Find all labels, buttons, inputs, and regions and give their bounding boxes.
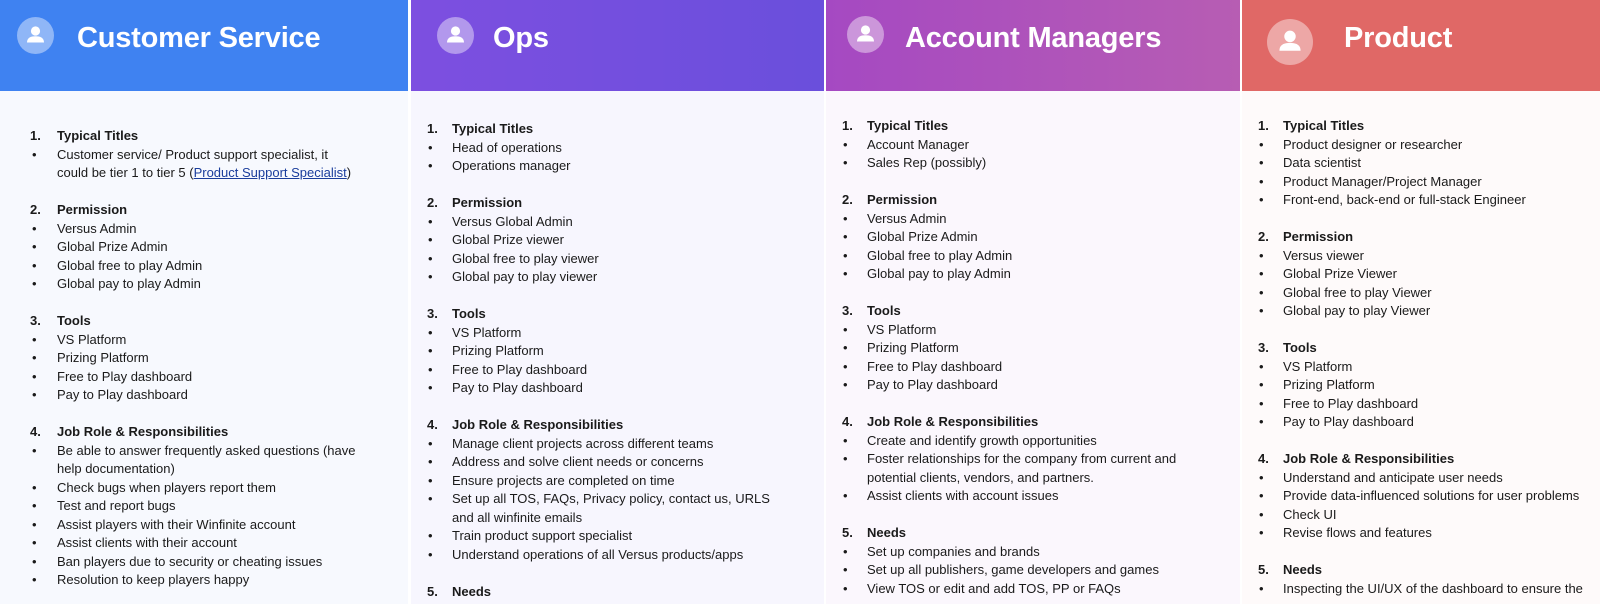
bullet-list [826,432,1240,506]
list-item: • Test and report bugs [0,497,370,516]
bullet-list [0,331,408,405]
list-item: • Global Prize Viewer [1242,265,1600,284]
list-item: • Prizing Platform [0,349,370,368]
section-number: 2. [427,195,438,210]
column-title: Customer Service [77,22,321,54]
list-item: • Understand and anticipate user needs [1242,469,1600,488]
section-number: 2. [842,192,853,207]
section-number: 5. [842,525,853,540]
section [411,583,824,602]
bullet-list [1242,580,1600,599]
bullet-list [826,543,1240,599]
section [1242,561,1600,598]
section-number: 5. [427,583,438,599]
section-heading [1242,339,1600,358]
bullet-list [1242,247,1600,321]
list-item: • Pay to Play dashboard [411,379,799,398]
list-item: • Assist clients with their account [0,534,370,553]
user-icon [847,16,884,53]
list-item: • Address and solve client needs or concerns [411,453,799,472]
section-title: Tools [1283,340,1317,355]
section-heading [1242,117,1600,136]
list-item: • Global pay to play Viewer [1242,302,1600,321]
bullet-list [0,220,408,294]
section-title: Tools [867,303,901,318]
list-item: • Train product support specialist [411,527,799,546]
list-item: • Global Prize viewer [411,231,799,250]
section-number: 3. [30,313,41,328]
column-title: Account Managers [905,22,1162,54]
section-title: Permission [57,202,128,217]
section-number: 4. [1258,451,1269,466]
section-number: 3. [427,306,438,321]
section-number: 2. [1258,229,1269,244]
list-item: • Resolution to keep players happy [0,571,370,590]
section [826,191,1240,284]
section-title: Needs [452,583,492,599]
list-item: • Versus Global Admin [411,213,799,232]
list-item: • Revise flows and features [1242,524,1600,543]
column-content [1242,117,1600,604]
column-header [1242,0,1600,91]
section-number: 4. [842,414,853,429]
section [0,201,408,294]
bullet-list [826,136,1240,173]
list-item: • Free to Play dashboard [0,368,370,387]
list-item: • Set up companies and brands [826,543,1202,562]
section [1242,339,1600,432]
section-number: 1. [1258,118,1269,133]
list-item: • Set up all publishers, game developers and games [826,561,1202,580]
section-number: 2. [30,202,41,217]
column-title: Ops [493,22,549,54]
list-item: • Assist players with their Winfinite account [0,516,370,535]
section-title: Needs [867,525,907,540]
list-item: • Versus viewer [1242,247,1600,266]
section-number: 1. [427,121,438,136]
section-heading [411,305,824,324]
section-number: 3. [1258,340,1269,355]
user-icon [437,17,474,54]
section [0,127,408,183]
section-heading [0,423,408,442]
bullet-list [826,321,1240,395]
list-item: • Be able to answer frequently asked questions (have help documentation) [0,442,370,479]
list-item [0,146,370,183]
section-title: Typical Titles [452,121,534,136]
section [826,524,1240,598]
bullet-list [411,139,824,176]
list-item: • Product designer or researcher [1242,136,1600,155]
list-item: • Prizing Platform [826,339,1202,358]
list-item: • Global pay to play viewer [411,268,799,287]
section-title: Typical Titles [57,128,139,143]
list-item: • Global pay to play Admin [826,265,1202,284]
section-number: 5. [1258,562,1269,577]
list-item: • Inspecting the UI/UX of the dashboard to ensure the [1242,580,1600,599]
section-title: Tools [57,313,91,328]
column-header [826,0,1240,91]
section-number: 3. [842,303,853,318]
column-content [0,127,408,604]
list-item-text: ) [346,165,352,180]
section-heading [411,194,824,213]
list-item: • Ensure projects are completed on time [411,472,799,491]
list-item: • Data scientist [1242,154,1600,173]
section-heading [0,312,408,331]
section-number: 4. [427,417,438,432]
list-item: • Global free to play Admin [0,257,370,276]
section [1242,450,1600,543]
list-item: • Global free to play Viewer [1242,284,1600,303]
column-content [411,120,824,604]
list-item: • Prizing Platform [1242,376,1600,395]
column-content [826,117,1240,604]
section-heading [826,413,1240,432]
column-header [0,0,408,91]
section-heading [1242,561,1600,580]
bullet-list [411,324,824,398]
list-item-text: Customer service/ Product support specialist, it could be tier 1 to tier 5 ( [57,146,328,180]
list-item: • Free to Play dashboard [826,358,1202,377]
section [411,416,824,564]
section-title: Tools [452,306,486,321]
bullet-list [1242,469,1600,543]
section-title: Job Role & Responsibilities [57,424,229,439]
list-item: • Global Prize Admin [826,228,1202,247]
section-title: Permission [452,195,523,210]
list-item: • Product Manager/Project Manager [1242,173,1600,192]
bullet-list [1242,358,1600,432]
list-item: • Global Prize Admin [0,238,370,257]
section-title: Needs [1283,562,1323,577]
section-title: Job Role & Responsibilities [1283,451,1455,466]
section-title: Permission [867,192,938,207]
section [826,117,1240,173]
product-support-specialist-link[interactable]: Product Support Specialist [193,165,347,180]
section-number: 4. [30,424,41,439]
list-item: • Front-end, back-end or full-stack Engineer [1242,191,1600,210]
section [411,194,824,287]
section-heading [0,127,408,146]
section-number: 1. [30,128,41,143]
column-product [1242,0,1600,604]
list-item: • Check UI [1242,506,1600,525]
section-number: 1. [842,118,853,133]
section-heading [826,302,1240,321]
list-item: • Global pay to play Admin [0,275,370,294]
list-item: • Assist clients with account issues [826,487,1202,506]
section-heading [411,583,824,602]
list-item: • Set up all TOS, FAQs, Privacy policy, contact us, URLS and all winfinite emails [411,490,799,527]
list-item: • Account Manager [826,136,1202,155]
list-item: • Pay to Play dashboard [826,376,1202,395]
list-item: • Free to Play dashboard [411,361,799,380]
section-heading [1242,450,1600,469]
list-item: • Global free to play viewer [411,250,799,269]
list-item: • Manage client projects across different teams [411,435,799,454]
section-heading [0,201,408,220]
list-item: • Pay to Play dashboard [0,386,370,405]
column-customer-service [0,0,408,604]
list-item: • Ban players due to security or cheating issues [0,553,370,572]
user-icon [17,17,54,54]
column-account-managers [826,0,1240,604]
section-title: Typical Titles [867,118,949,133]
list-item: • Create and identify growth opportunities [826,432,1202,451]
section-heading [411,120,824,139]
bullet-list [411,435,824,565]
section [826,302,1240,395]
list-item: • Provide data-influenced solutions for user problems [1242,487,1600,506]
section [411,120,824,176]
user-icon [1267,19,1313,65]
list-item: • Check bugs when players report them [0,479,370,498]
list-item: • Operations manager [411,157,799,176]
list-item: • Foster relationships for the company from current and potential clients, vendors, and partners. [826,450,1202,487]
column-ops [411,0,824,604]
section [826,413,1240,506]
list-item: • Head of operations [411,139,799,158]
list-item: • View TOS or edit and add TOS, PP or FAQs [826,580,1202,599]
bullet-list [826,210,1240,284]
bullet-list [411,213,824,287]
section-heading [826,191,1240,210]
list-item: • Understand operations of all Versus products/apps [411,546,799,565]
column-title: Product [1344,22,1453,54]
list-item: • VS Platform [0,331,370,350]
section-heading [411,416,824,435]
section [1242,228,1600,321]
section-title: Typical Titles [1283,118,1365,133]
section [411,305,824,398]
section-heading [1242,228,1600,247]
section-heading [826,117,1240,136]
section-title: Permission [1283,229,1354,244]
list-item: • Versus Admin [826,210,1202,229]
list-item: • Versus Admin [0,220,370,239]
list-item: • VS Platform [1242,358,1600,377]
list-item: • Global free to play Admin [826,247,1202,266]
bullet-list [0,146,408,183]
section-title: Job Role & Responsibilities [867,414,1039,429]
section [1242,117,1600,210]
list-item: • VS Platform [411,324,799,343]
bullet-list [0,442,408,590]
list-item: • Pay to Play dashboard [1242,413,1600,432]
section [0,312,408,405]
column-header [411,0,824,91]
list-item: • Prizing Platform [411,342,799,361]
section-heading [826,524,1240,543]
section [0,423,408,590]
bullet-list [1242,136,1600,210]
list-item: • Sales Rep (possibly) [826,154,1202,173]
list-item: • VS Platform [826,321,1202,340]
section-title: Job Role & Responsibilities [452,417,624,432]
list-item: • Free to Play dashboard [1242,395,1600,414]
